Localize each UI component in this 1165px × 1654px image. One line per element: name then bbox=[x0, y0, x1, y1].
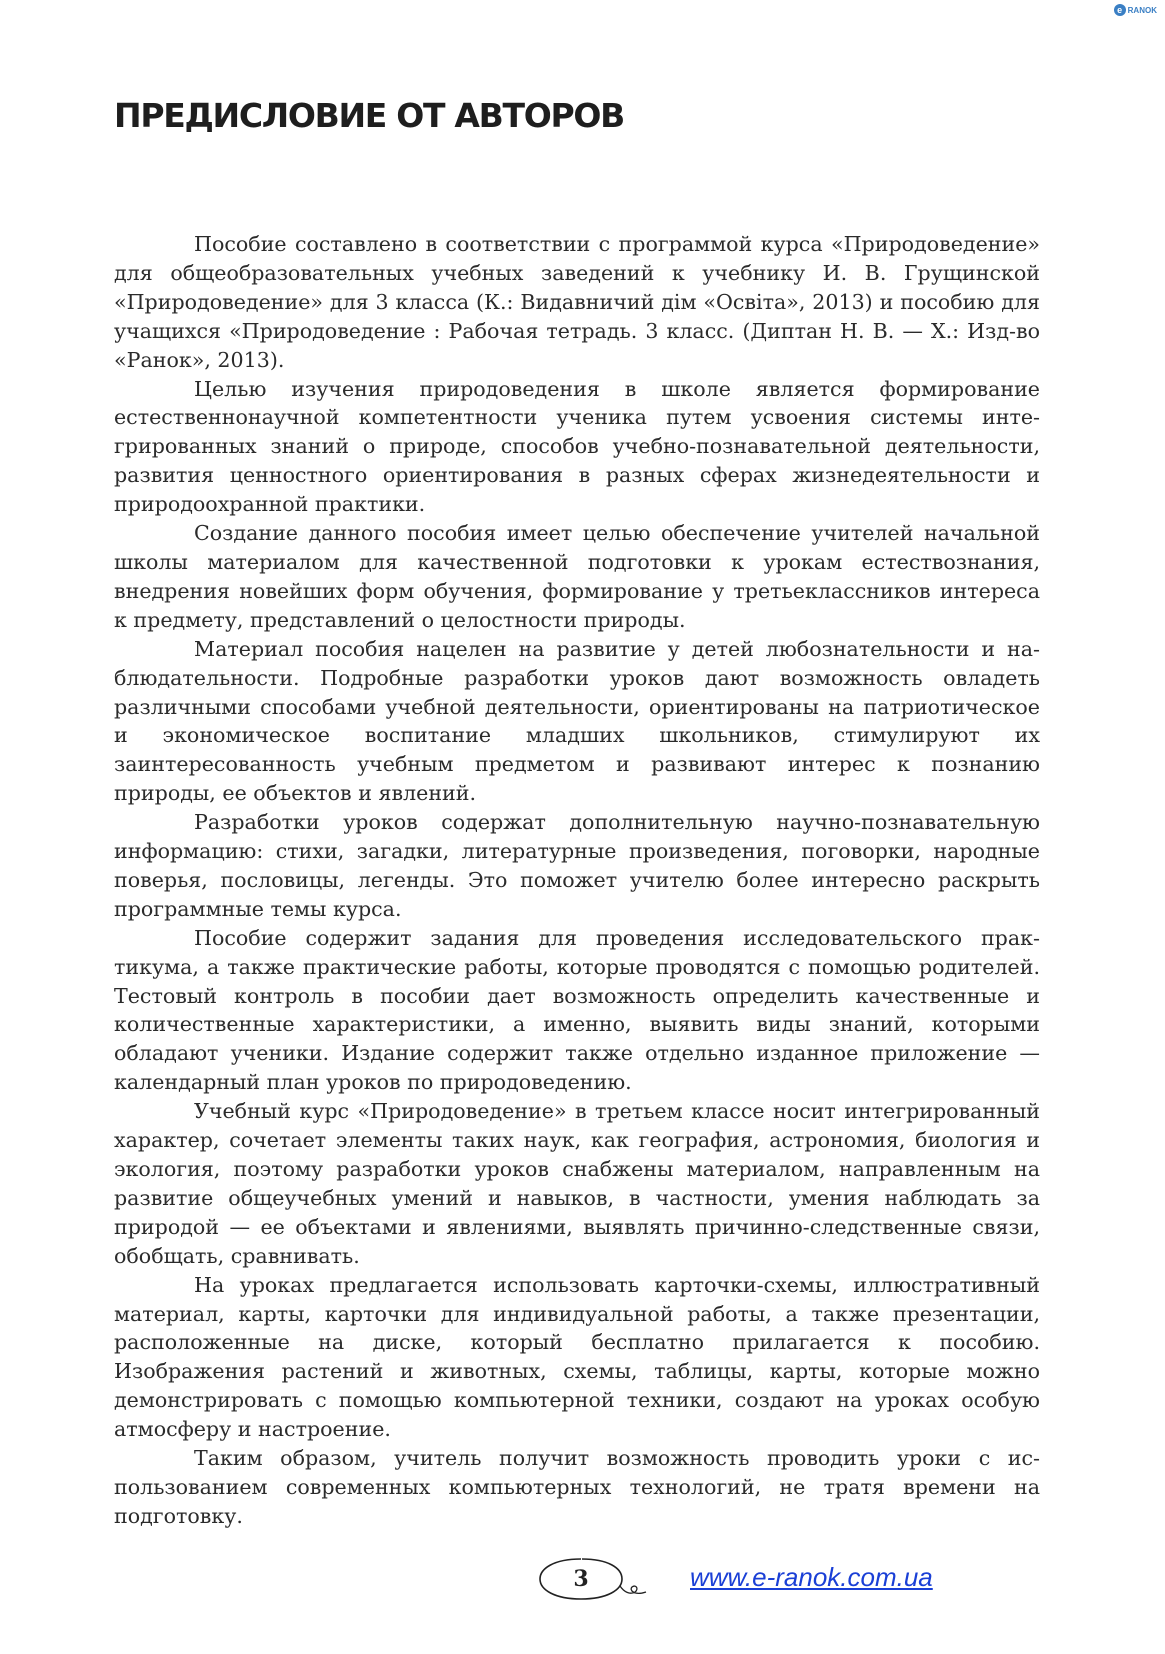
page-title: ПРЕДИСЛОВИЕ ОТ АВТОРОВ bbox=[114, 96, 624, 135]
publisher-website-link[interactable]: www.e-ranok.com.ua bbox=[690, 1562, 933, 1592]
paragraph-6: Пособие содержит задания для проведения исследовательского практикума, а также практические работы, которые проводятся с помощью родителей. Тестовый контроль в пособии дает возможность определить качественные и количественные характеристики, а именно, выявить виды знаний, которыми обладают ученики. Издание содержит также отдельно изданное приложение — календарный план уроков по природоведению. bbox=[114, 925, 1040, 1095]
page-number: 3 bbox=[573, 1566, 589, 1592]
paragraph-8: На уроках предлагается использовать карточки-схемы, иллюстративный материал, карты, карточки для индивидуальной работы, а также презентации, расположенные на диске, который бесплатно прилагается к пособию. Изображения растений и животных, схемы, таблицы, карты, которые можно демонстрировать с помощью компьютерной техники, создают на уроках особую атмосферу и настроение. bbox=[114, 1272, 1040, 1442]
paragraph-7: Учебный курс «Природоведение» в третьем классе носит интегрированный характер, сочетает элементы таких наук, как география, астрономия, биология и экология, поэтому разработки уроков снабжены материалом, направленным на развитие общеучебных умений и навыков, в частности, умения наблюдать за природой — ее объектами и явлениями, выявлять причинно-следственные связи, обобщать, сравнивать. bbox=[114, 1099, 1040, 1268]
paragraph-9: Таким образом, учитель получит возможность проводить уроки с использованием современных компьютерных технологий, не тратя времени на подготовку. bbox=[114, 1446, 1040, 1528]
paragraph-2: Целью изучения природоведения в школе является формирование естественнонаучной компетентности ученика путем усвоения системы интегрированных знаний о природе, способов учебно-познавательной деятельности, развития ценностного ориентирования в разных сферах жизнедеятельности и природоохранной практики. bbox=[114, 376, 1040, 517]
body-text bbox=[114, 230, 1040, 1531]
paragraph-3: Создание данного пособия имеет целью обеспечение учителей начальной школы материалом для качественной подготовки к урокам естествознания, внедрения новейших форм обучения, формирование у третьеклассников интереса к предмету, представлений о целостности природы. bbox=[114, 521, 1040, 632]
paragraph-1: Пособие составлено в соответствии с программой курса «Природоведение» для общеобразовательных учебных заведений к учебнику И. В. Грущинской «Природоведение» для 3 класса (К.: Видавничий дім «Освіта», 2013) и пособию для учащихся «Природоведение : Рабочая тетрадь. 3 класс. (Диптан Н. В. — Х.: Изд-во «Ранок», 2013). bbox=[114, 232, 1040, 372]
publisher-logo-text: RANOK bbox=[1127, 5, 1157, 15]
paragraph-4: Материал пособия нацелен на развитие у детей любознательности и наблюдательности. Подробные разработки уроков дают возможность овладеть различными способами учебной деятельности, ориентированы на патриотическое и экономическое воспитание младших школьников, стимулируют их заинтересованность учебным предметом и развивают интерес к познанию природы, ее объектов и явлений. bbox=[114, 636, 1040, 806]
publisher-logo-mark: e bbox=[1114, 4, 1126, 16]
publisher-logo bbox=[1114, 4, 1157, 16]
paragraph-5: Разработки уроков содержат дополнительную научно-познавательную информацию: стихи, загадки, литературные произведения, поговорки, народные поверья, пословицы, легенды. Это поможет учителю более интересно раскрыть программные темы курса. bbox=[114, 810, 1040, 921]
page-footer bbox=[0, 1548, 1165, 1608]
